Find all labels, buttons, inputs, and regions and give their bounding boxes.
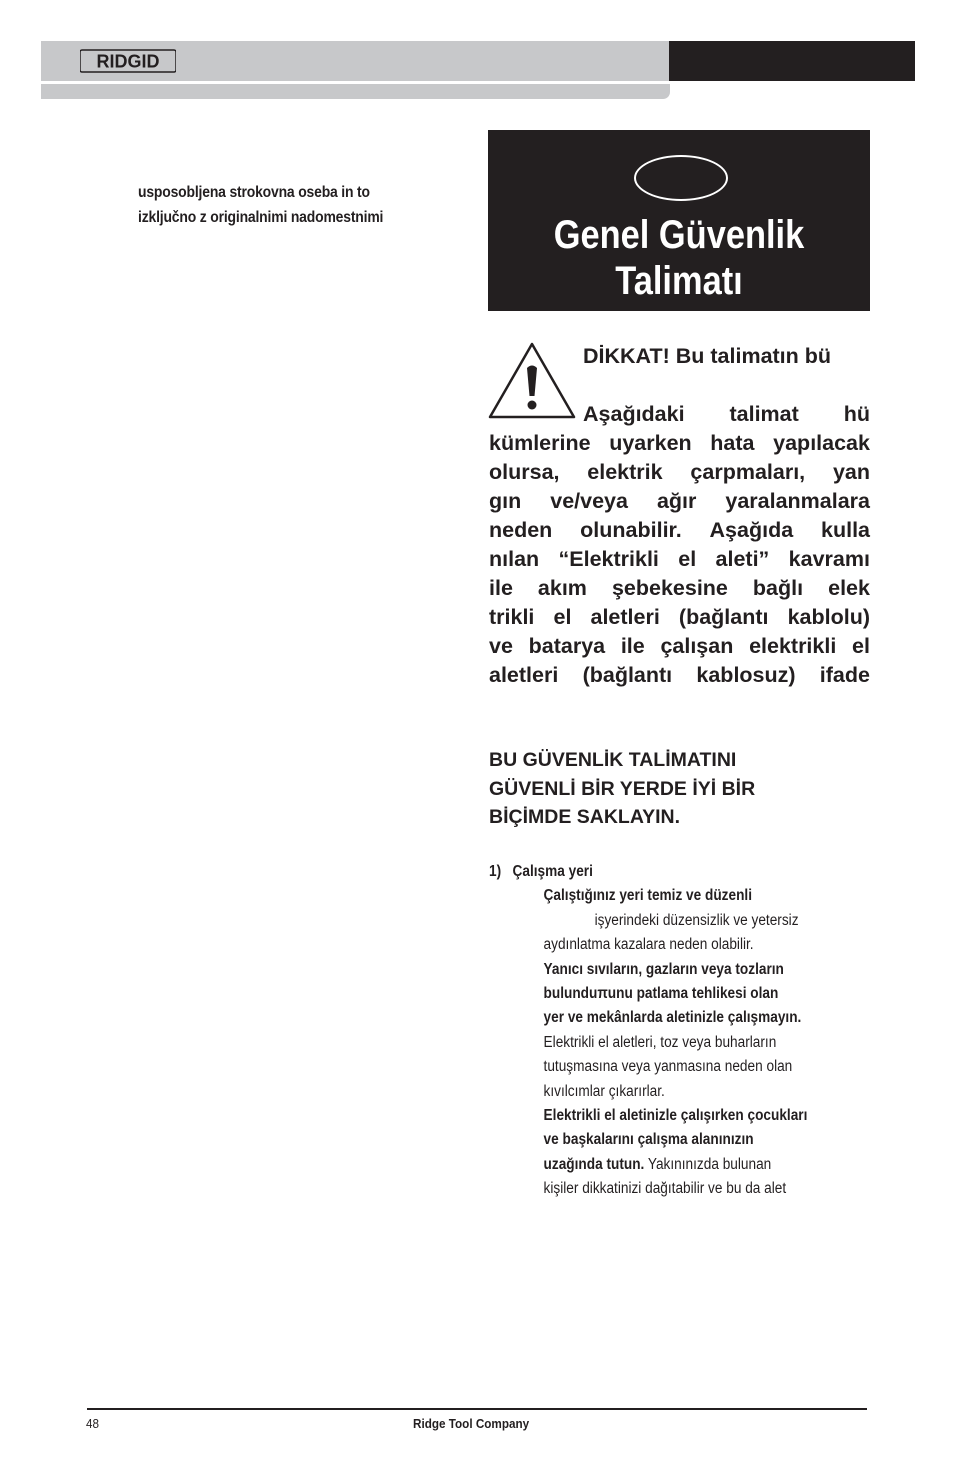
warning-line [489, 458, 870, 487]
item-b-text-2: tutuşmasına veya yanmasına neden olan [543, 1058, 793, 1076]
item-c-bold-3: uzağında tutun. [543, 1155, 645, 1173]
left-column-text [138, 181, 468, 230]
warning-word: akım [537, 576, 587, 600]
warning-word: batarya [528, 634, 606, 658]
warning-line [489, 487, 870, 516]
item-c-line-3 [489, 1153, 859, 1177]
warning-word: şebekesine [611, 576, 728, 600]
warning-line [489, 429, 870, 458]
warning-line [489, 545, 870, 574]
header-black-tab [669, 41, 915, 81]
item-b-text-1: Elektrikli el aletleri, toz veya buharların [543, 1033, 777, 1051]
language-oval-icon [634, 155, 728, 201]
warning-line-1: DİKKAT! Bu talimatın bü [583, 344, 832, 368]
warning-word: olursa, [489, 460, 560, 484]
title-line-1: Genel Güvenlik [553, 213, 805, 257]
warning-word: uyarken [609, 431, 692, 455]
warning-word: ifade [819, 663, 870, 687]
warning-word: gın [489, 489, 522, 513]
title-box [488, 130, 870, 311]
warning-word: çalışan [660, 634, 734, 658]
item-c-text-4: kişiler dikkatinizi dağıtabilir ve bu da alet [543, 1180, 787, 1198]
warning-word: elektrik [587, 460, 663, 484]
warning-word: elek [828, 576, 870, 600]
left-line-2: izključno z originalnimi nadomestnimi [138, 208, 384, 226]
keep-instructions-heading [489, 746, 870, 832]
section-heading [489, 860, 859, 884]
warning-word: kablolu) [787, 605, 870, 629]
warning-paragraph [489, 429, 870, 690]
warning-word: Aşağıdaki [583, 402, 685, 426]
page-title [488, 212, 870, 304]
section-title: Çalışma yeri [512, 863, 593, 880]
section-number: 1) [489, 863, 502, 880]
warning-word: kavramı [788, 547, 870, 571]
footer-company: Ridge Tool Company [413, 1416, 530, 1431]
page-number: 48 [86, 1416, 100, 1431]
warning-line [489, 574, 870, 603]
item-b-bold-1: Yanıcı sıvıların, gazların veya tozların [543, 960, 784, 978]
left-line-1: usposobljena strokovna oseba in to [138, 184, 370, 201]
warning-line [489, 603, 870, 632]
logo-text: RIDGID [96, 51, 160, 72]
item-b-text-3: kıvılcımlar çıkarırlar. [543, 1082, 665, 1100]
warning-word: ile [620, 634, 645, 658]
warning-word: talimat [729, 402, 799, 426]
warning-line-2 [489, 400, 870, 429]
warning-word: el [553, 605, 572, 629]
item-a-text-2: aydınlatma kazalara neden olabilir. [543, 936, 754, 954]
header-strip [41, 84, 670, 99]
warning-word: nılan [489, 547, 540, 571]
warning-word: “Elektrikli [558, 547, 659, 571]
warning-word: hata [710, 431, 755, 455]
item-a-text-1: işyerindeki düzensizlik ve yetersiz [594, 911, 799, 929]
item-c-bold-2: ve başkalarını çalışma alanınızın [543, 1131, 754, 1149]
item-c-bold-1: Elektrikli el aletinizle çalışırken çocukları [543, 1107, 808, 1125]
keep-line-3: BİÇİMDE SAKLAYIN. [489, 806, 681, 828]
warning-word: aletleri [489, 663, 559, 687]
warning-word: yan [832, 460, 870, 484]
item-a-bold: Çalıştığınız yeri temiz ve düzenli [543, 887, 753, 905]
warning-word: kümlerine [489, 431, 591, 455]
warning-word: ağır [656, 489, 697, 513]
keep-line-1: BU GÜVENLİK TALİMATINI [489, 749, 737, 771]
warning-word: hü [843, 402, 870, 426]
warning-line [489, 632, 870, 661]
item-b-bold-2: bulunduπunu patlama tehlikesi olan [543, 985, 779, 1003]
warning-word: elektrikli [749, 634, 837, 658]
warning-word: çarpmaları, [690, 460, 806, 484]
warning-word: kulla [821, 518, 870, 542]
warning-word: trikli [489, 605, 535, 629]
ridgid-logo [80, 48, 176, 74]
warning-word: kablosuz) [696, 663, 796, 687]
warning-word: (bağlantı [678, 605, 769, 629]
warning-word: aleti” [715, 547, 770, 571]
warning-word: olunabilir. [580, 518, 682, 542]
keep-line-2: GÜVENLİ BİR YERDE İYİ BİR [489, 777, 756, 800]
warning-word: yapılacak [773, 431, 870, 455]
title-line-2: Talimatı [615, 259, 743, 303]
warning-word: el [852, 634, 870, 658]
warning-word: ve [489, 634, 513, 658]
warning-text [489, 342, 870, 690]
warning-word: bağlı [752, 576, 804, 600]
warning-word: neden [489, 518, 553, 542]
warning-word: yaralanmalara [725, 489, 870, 513]
warning-line [489, 516, 870, 545]
item-b-bold-3: yer ve mekânlarda aletinizle çalışmayın. [543, 1009, 802, 1027]
warning-word: (bağlantı [582, 663, 673, 687]
section-work-area [489, 860, 909, 1202]
warning-word: ve/veya [550, 489, 628, 513]
warning-word: el [678, 547, 697, 571]
warning-word: aletleri [590, 605, 660, 629]
warning-line [489, 661, 870, 690]
footer-rule [87, 1408, 867, 1410]
warning-word: ile [489, 576, 513, 600]
item-c-text-3: Yakınınızda bulunan [644, 1155, 772, 1173]
warning-word: Aşağıda [709, 518, 794, 542]
